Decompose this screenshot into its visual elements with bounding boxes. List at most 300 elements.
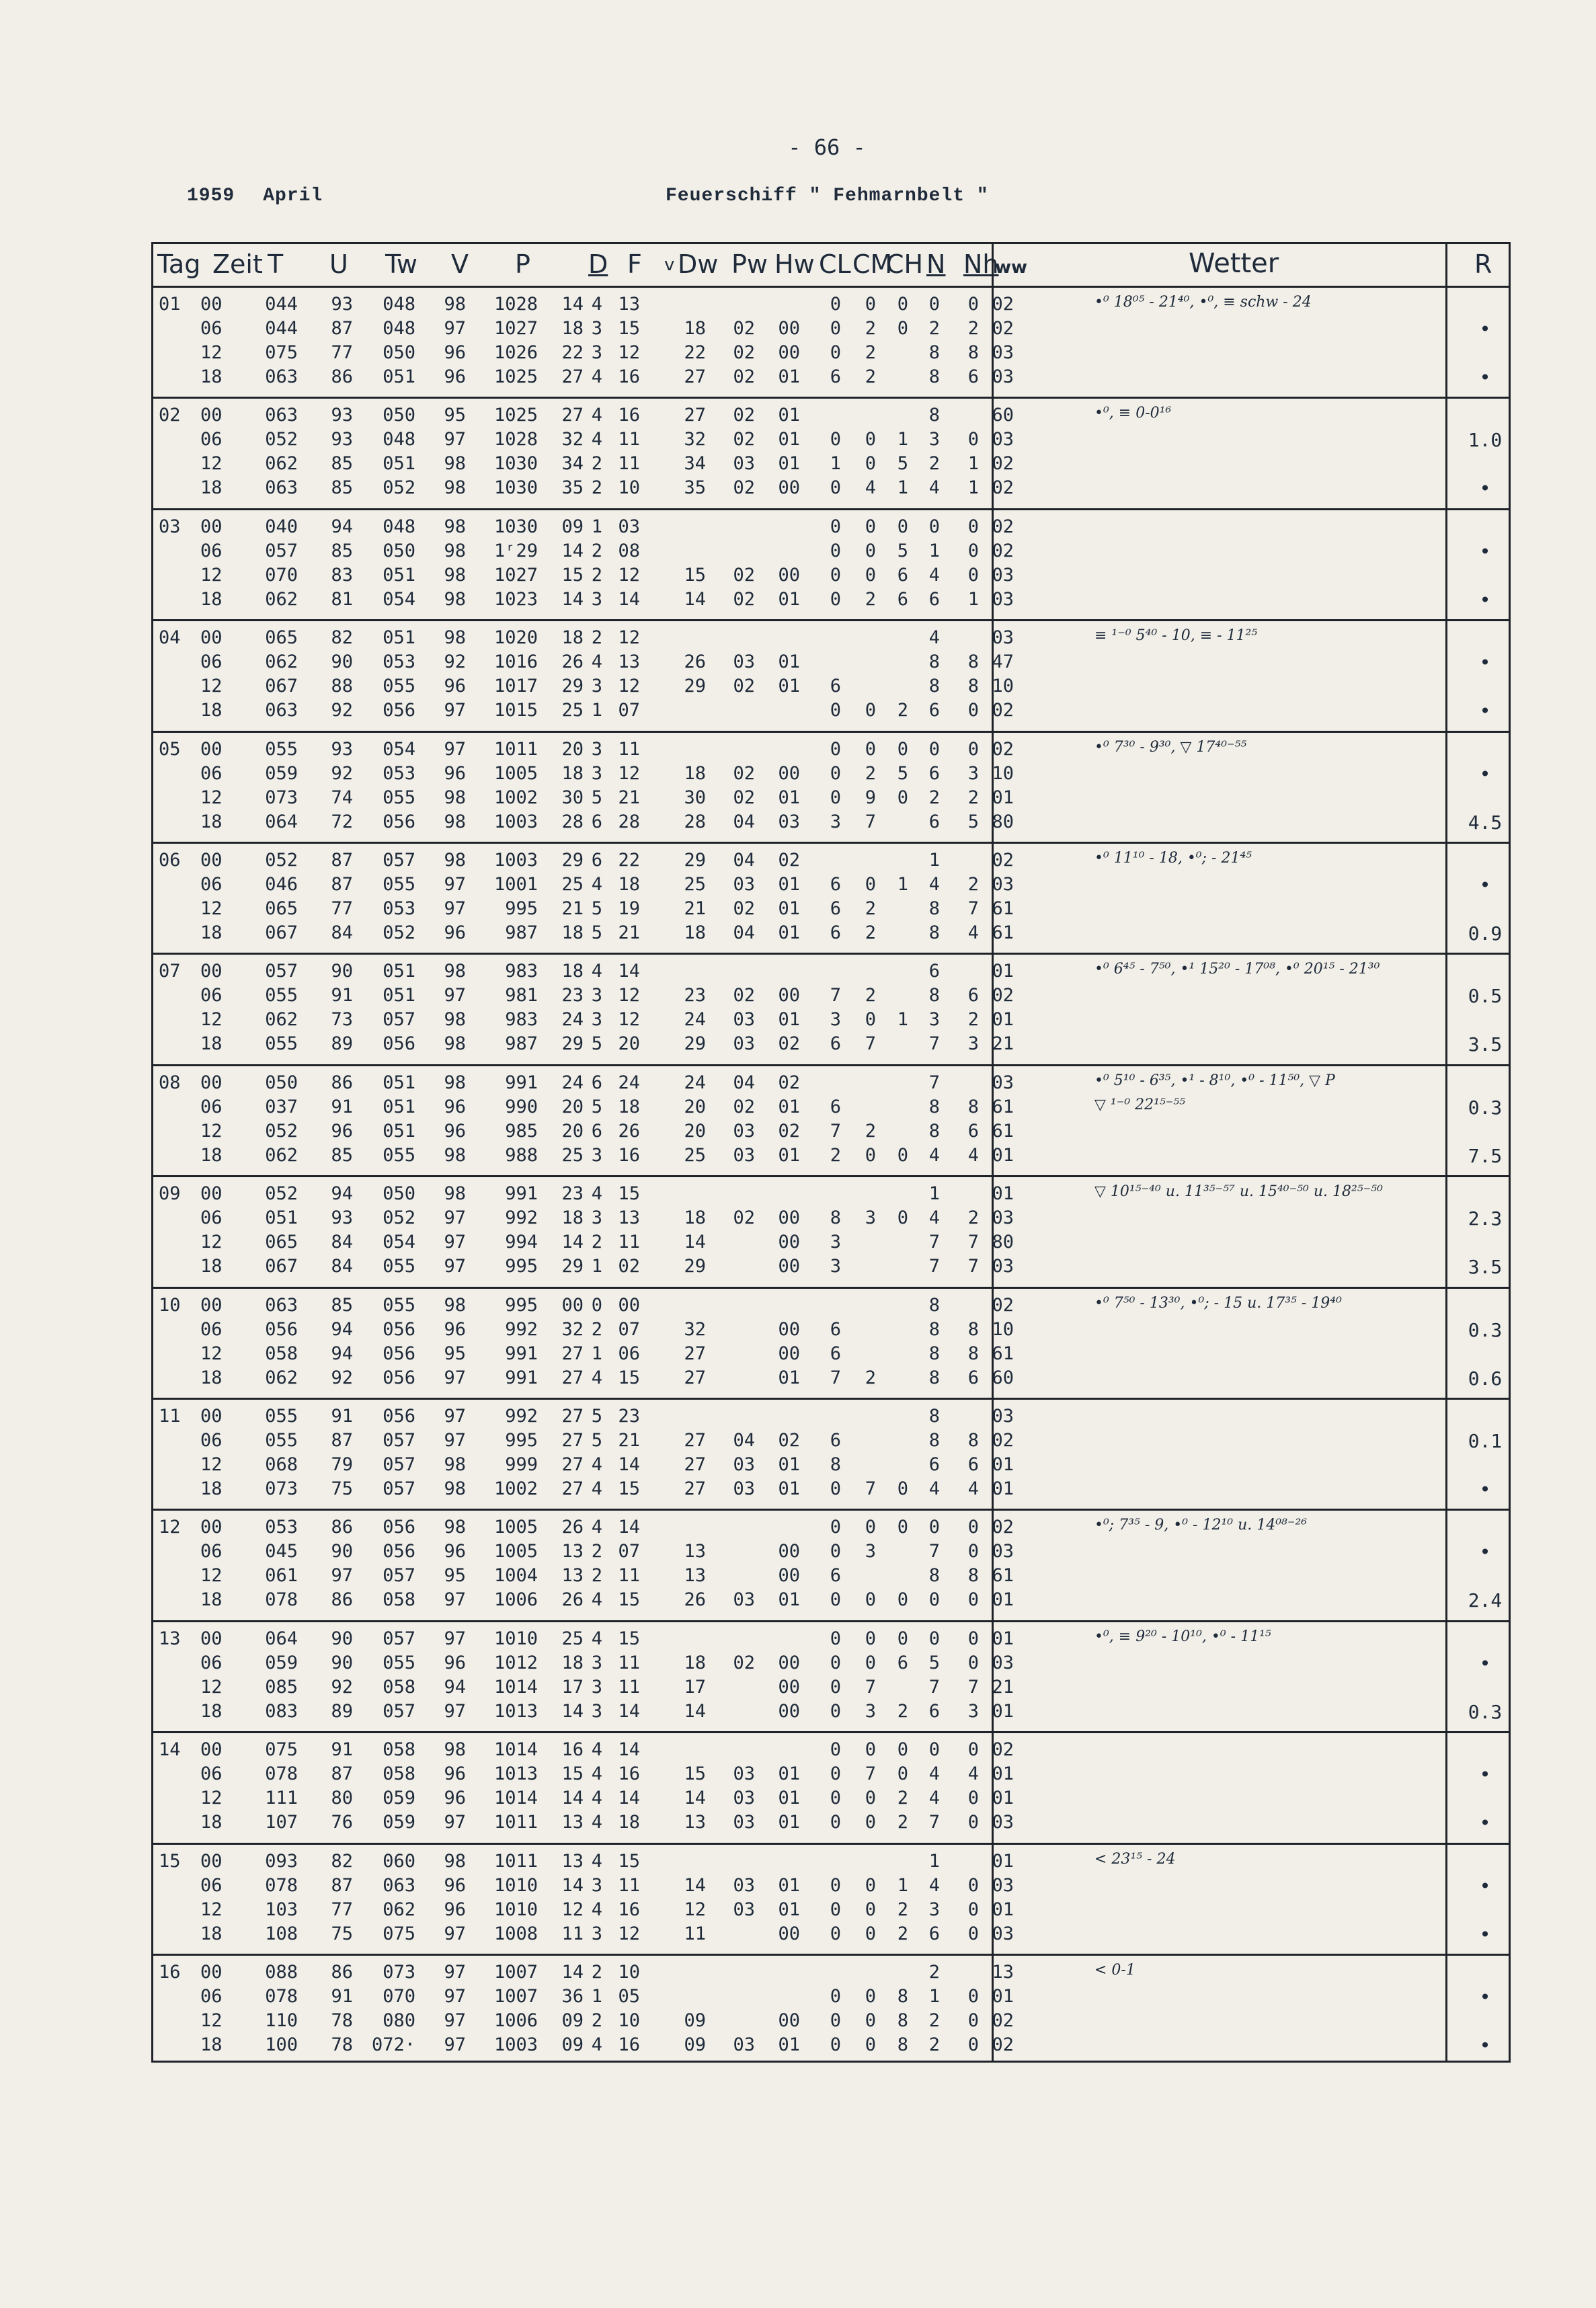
day-block [153,508,1509,621]
table-cell: 063 [265,1294,298,1316]
table-cell: 4 [967,922,979,943]
table-cell: 4 [967,1478,979,1499]
day-block [153,397,1509,510]
table-cell: 02 [733,564,755,586]
table-row [153,1295,1509,1318]
table-cell: 0 [897,1628,908,1649]
table-cell: 1017 [493,676,538,697]
table-cell: 84 [331,922,353,943]
day-tag: 13 [159,1628,181,1649]
table-cell: 26 [561,1589,584,1611]
day-block [153,619,1509,732]
table-cell: 053 [383,898,415,919]
table-cell: 09 [561,2034,584,2055]
table-cell: 8 [928,1430,940,1451]
table-cell: 15 [618,1367,640,1388]
table-cell: 2 [591,540,602,561]
table-cell: 2 [865,922,876,943]
table-cell: 12 [200,787,223,808]
table-cell: 93 [331,1207,353,1229]
table-row [153,1406,1509,1429]
table-cell: 11 [618,1874,640,1896]
table-cell: 96 [444,762,466,784]
table-cell: 01 [992,1986,1014,2007]
table-cell: 0 [897,738,908,760]
table-cell: 991 [505,1343,538,1364]
table-cell: 03 [733,1812,755,1833]
r-value: • [1479,1763,1491,1786]
col-n: N [926,249,946,279]
table-cell: 00 [778,342,800,363]
table-cell: 16 [618,1144,640,1166]
table-cell: 051 [383,1072,415,1093]
table-cell: 064 [265,811,298,832]
wetter-note: •⁰; 7³⁵ - 9, •⁰ - 12¹⁰ u. 14⁰⁸⁻²⁶ [1094,1517,1308,1534]
wetter-note: •⁰ 5¹⁰ - 6³⁵, •¹ - 8¹⁰, •⁰ - 11⁵⁰, ▽ P [1094,1072,1335,1089]
table-cell: 32 [561,1318,584,1340]
table-cell: 03 [992,1207,1014,1229]
table-cell: 1008 [493,1923,538,1944]
table-cell: 3 [967,1033,979,1055]
table-cell: 14 [684,1232,706,1253]
table-cell: 03 [618,516,640,537]
r-value: 2.4 [1468,1589,1503,1612]
day-block [153,1287,1509,1400]
table-cell: 96 [444,1541,466,1562]
table-cell: 06 [200,1318,223,1340]
table-cell: 048 [383,294,415,315]
table-cell: 18 [684,1652,706,1673]
table-row [153,477,1509,500]
table-cell: 4 [928,1144,940,1166]
r-value: • [1479,651,1491,674]
table-cell: 8 [928,985,940,1006]
table-cell: 94 [331,1318,353,1340]
table-cell: 3 [591,1652,602,1673]
table-cell: 0 [830,540,841,561]
table-cell: 03 [733,1033,755,1055]
wetter-note: < 0-1 [1094,1962,1135,1979]
table-cell: 055 [383,1144,415,1166]
table-cell: 093 [265,1850,298,1872]
day-tag: 05 [159,738,181,760]
col-cl: CL [819,249,851,279]
table-cell: 4 [591,294,602,315]
table-row [153,294,1509,317]
table-cell: 2 [865,985,876,1006]
r-value: • [1479,874,1491,896]
table-cell: 02 [733,676,755,697]
table-cell: 2 [865,342,876,363]
table-cell: 078 [265,1589,298,1611]
table-cell: 1005 [493,762,538,784]
table-cell: 8 [967,1318,979,1340]
table-cell: 4 [591,1517,602,1538]
table-cell: 7 [928,1072,940,1093]
table-cell: 01 [778,1874,800,1896]
table-cell: 044 [265,294,298,315]
table-cell: 3 [591,985,602,1006]
table-cell: 14 [618,1739,640,1761]
table-cell: 065 [265,898,298,919]
table-cell: 059 [265,1652,298,1673]
table-cell: 27 [684,405,706,426]
table-cell: 0 [830,738,841,760]
table-cell: 053 [383,651,415,673]
table-cell: 995 [505,1294,538,1316]
col-d: D [588,249,608,279]
day-block [153,1620,1509,1733]
table-cell: 052 [265,429,298,450]
table-cell: 09 [684,2034,706,2055]
table-cell: 0 [897,787,908,808]
table-cell: 27 [684,366,706,387]
table-cell: 065 [265,1232,298,1253]
table-cell: 0 [967,540,979,561]
table-cell: 18 [200,1923,223,1944]
table-cell: 5 [591,898,602,919]
table-cell: 1023 [493,588,538,610]
day-tag: 11 [159,1406,181,1427]
table-cell: 86 [331,1072,353,1093]
table-cell: 3 [591,762,602,784]
table-cell: 0 [967,738,979,760]
table-cell: 06 [200,1207,223,1229]
table-cell: 050 [383,342,415,363]
table-cell: 0 [830,787,841,808]
table-cell: 02 [733,342,755,363]
day-tag: 04 [159,627,181,649]
table-cell: 0 [830,429,841,450]
table-row [153,1986,1509,2009]
table-cell: 0 [865,1628,876,1649]
table-cell: 02 [992,453,1014,475]
table-cell: 0 [865,540,876,561]
table-cell: 1 [928,1183,940,1205]
table-cell: 18 [618,874,640,895]
table-cell: 01 [992,1009,1014,1031]
table-cell: 4 [591,366,602,387]
table-cell: 76 [331,1812,353,1833]
table-cell: 1 [591,1256,602,1277]
table-cell: 18 [561,922,584,943]
table-cell: 073 [265,1478,298,1499]
table-cell: 17 [684,1676,706,1698]
table-row [153,1851,1509,1874]
table-cell: 8 [967,1565,979,1587]
table-cell: 067 [265,676,298,697]
table-row [153,898,1509,921]
table-row [153,1121,1509,1144]
table-cell: 21 [618,922,640,943]
table-cell: 3 [591,1144,602,1166]
day-block [153,1509,1509,1622]
day-block [153,1398,1509,1511]
table-cell: 981 [505,985,538,1006]
table-cell: 1015 [493,700,538,721]
table-cell: 01 [778,1763,800,1785]
table-cell: 057 [383,1700,415,1722]
table-cell: 0 [865,453,876,475]
header-station: Feuerschiff " Fehmarnbelt " [666,186,989,206]
table-cell: 14 [561,1788,584,1809]
table-row [153,676,1509,699]
table-cell: 06 [618,1343,640,1364]
table-cell: 91 [331,985,353,1006]
table-cell: 062 [265,651,298,673]
table-cell: 96 [444,1899,466,1920]
table-cell: 0 [967,700,979,721]
wetter-note: •⁰, ≡ 0-0¹⁶ [1094,405,1172,422]
table-cell: 1003 [493,2034,538,2055]
table-row [153,1565,1509,1588]
table-cell: 1003 [493,850,538,871]
table-cell: 13 [684,1565,706,1587]
table-cell: 0 [865,874,876,895]
table-cell: 29 [561,676,584,697]
table-cell: 28 [684,811,706,832]
table-cell: 052 [265,850,298,871]
table-row [153,763,1509,786]
table-cell: 03 [733,1589,755,1611]
table-cell: 0 [865,516,876,537]
table-cell: 00 [200,1850,223,1872]
table-cell: 059 [265,762,298,784]
table-cell: 2 [591,627,602,649]
table-cell: 00 [200,1072,223,1093]
table-cell: 2 [897,1899,908,1920]
table-cell: 056 [383,1367,415,1388]
table-cell: 01 [778,1096,800,1117]
table-cell: 06 [200,1430,223,1451]
table-cell: 6 [830,1343,841,1364]
table-cell: 1028 [493,294,538,315]
table-cell: 037 [265,1096,298,1117]
table-cell: 0 [967,1899,979,1920]
r-value: 0.6 [1468,1367,1503,1390]
table-row [153,1183,1509,1206]
table-cell: 046 [265,874,298,895]
table-cell: 6 [928,811,940,832]
table-cell: 90 [331,651,353,673]
table-cell: 3 [830,1009,841,1031]
table-cell: 1026 [493,342,538,363]
table-cell: 14 [561,1232,584,1253]
table-cell: 4 [928,564,940,586]
table-row [153,1763,1509,1786]
table-cell: 1 [928,850,940,871]
table-cell: 03 [992,1541,1014,1562]
r-value: • [1479,540,1491,563]
table-cell: 06 [200,874,223,895]
table-cell: 02 [992,1739,1014,1761]
table-cell: 0 [865,564,876,586]
table-row [153,1232,1509,1255]
table-cell: 052 [383,1207,415,1229]
table-cell: 03 [733,1899,755,1920]
table-cell: 0 [865,2010,876,2031]
table-cell: 98 [444,1739,466,1761]
table-cell: 91 [331,1739,353,1761]
table-cell: 18 [200,1144,223,1166]
table-cell: 75 [331,1923,353,1944]
table-cell: 4 [591,1850,602,1872]
table-cell: 0 [830,1788,841,1809]
table-cell: 04 [733,1072,755,1093]
table-row [153,516,1509,539]
table-cell: 06 [200,651,223,673]
table-cell: 29 [561,850,584,871]
table-cell: 045 [265,1541,298,1562]
table-cell: 12 [618,1923,640,1944]
table-cell: 1012 [493,1652,538,1673]
table-cell: 01 [992,1788,1014,1809]
table-cell: 4 [591,874,602,895]
table-cell: 0 [865,1589,876,1611]
table-cell: 04 [733,850,755,871]
table-cell: 18 [200,2034,223,2055]
table-cell: 27 [684,1478,706,1499]
table-cell: 0 [897,1763,908,1785]
table-cell: 1020 [493,627,538,649]
table-cell: 92 [331,762,353,784]
table-cell: 6 [928,762,940,784]
table-cell: 03 [992,874,1014,895]
table-cell: 18 [200,1812,223,1833]
table-cell: 3 [865,1700,876,1722]
table-cell: 13 [561,1565,584,1587]
day-tag: 16 [159,1962,181,1983]
table-cell: 052 [383,477,415,499]
table-cell: 94 [444,1676,466,1698]
table-cell: 35 [684,477,706,499]
table-row [153,1454,1509,1477]
r-value: • [1479,1812,1491,1835]
col-hw: Hw [774,249,815,279]
table-cell: 0 [928,294,940,315]
table-row [153,1430,1509,1453]
table-cell: 0 [830,1923,841,1944]
table-cell: 2 [591,2010,602,2031]
table-cell: 27 [684,1454,706,1475]
table-cell: 29 [684,1033,706,1055]
table-cell: 18 [561,1652,584,1673]
table-cell: 18 [684,762,706,784]
table-cell: 0 [865,1986,876,2007]
table-cell: 6 [967,1454,979,1475]
table-cell: 057 [383,1628,415,1649]
table-cell: 00 [618,1294,640,1316]
col-r: R [1474,249,1492,279]
table-cell: 3 [591,738,602,760]
col-ch: CH [886,249,924,279]
table-cell: 6 [830,898,841,919]
table-cell: 0 [830,1478,841,1499]
table-cell: 02 [733,1207,755,1229]
table-cell: 03 [733,1763,755,1785]
wetter-note: •⁰ 18⁰⁵ - 21⁴⁰, •⁰, ≡ schw - 24 [1094,294,1312,311]
table-cell: 00 [778,564,800,586]
table-cell: 0 [865,1652,876,1673]
table-cell: 88 [331,676,353,697]
table-row [153,318,1509,341]
table-cell: 80 [992,811,1014,832]
table-cell: 00 [778,1343,800,1364]
table-cell: 1027 [493,564,538,586]
table-cell: 03 [992,564,1014,586]
table-cell: 14 [684,588,706,610]
table-cell: 03 [992,1072,1014,1093]
table-cell: 97 [444,1700,466,1722]
table-cell: 77 [331,342,353,363]
table-cell: 3 [591,676,602,697]
table-cell: 0 [967,1923,979,1944]
table-cell: 01 [992,1144,1014,1166]
table-cell: 0 [830,1739,841,1761]
table-cell: 5 [897,453,908,475]
table-cell: 1 [591,1343,602,1364]
table-row [153,429,1509,452]
table-cell: 18 [561,762,584,784]
table-cell: 060 [383,1850,415,1872]
table-cell: 4 [591,1367,602,1388]
table-cell: 0 [830,1652,841,1673]
day-tag: 09 [159,1183,181,1205]
table-cell: 4 [591,961,602,982]
table-cell: 4 [591,1183,602,1205]
table-cell: 0 [928,1739,940,1761]
table-cell: 03 [733,453,755,475]
table-cell: 19 [618,898,640,919]
table-cell: 72 [331,811,353,832]
table-cell: 063 [383,1874,415,1896]
table-cell: 3 [591,588,602,610]
table-cell: 06 [200,1874,223,1896]
table-cell: 055 [383,1256,415,1277]
table-cell: 18 [200,588,223,610]
table-cell: 02 [992,540,1014,561]
table-cell: 0 [830,2034,841,2055]
table-cell: 74 [331,787,353,808]
table-cell: 7 [928,1256,940,1277]
table-cell: 02 [733,1652,755,1673]
table-cell: 8 [928,898,940,919]
table-cell: 0 [865,1812,876,1833]
table-cell: 90 [331,961,353,982]
table-cell: 15 [684,564,706,586]
table-cell: 0 [967,294,979,315]
table-cell: 992 [505,1318,538,1340]
table-cell: 25 [561,1628,584,1649]
table-cell: 96 [444,1763,466,1785]
table-cell: 12 [618,676,640,697]
col-cm: CM [852,249,893,279]
table-cell: 8 [928,651,940,673]
table-cell: 078 [265,1874,298,1896]
table-cell: 108 [265,1923,298,1944]
table-cell: 92 [331,1676,353,1698]
table-cell: 0 [865,429,876,450]
col-v-small: v [664,255,675,275]
table-cell: 10 [992,676,1014,697]
table-cell: 2 [897,1812,908,1833]
table-cell: 9 [865,787,876,808]
table-row [153,922,1509,945]
table-cell: 4 [591,1589,602,1611]
table-cell: 04 [733,922,755,943]
table-cell: 055 [265,1406,298,1427]
table-cell: 0 [897,1517,908,1538]
